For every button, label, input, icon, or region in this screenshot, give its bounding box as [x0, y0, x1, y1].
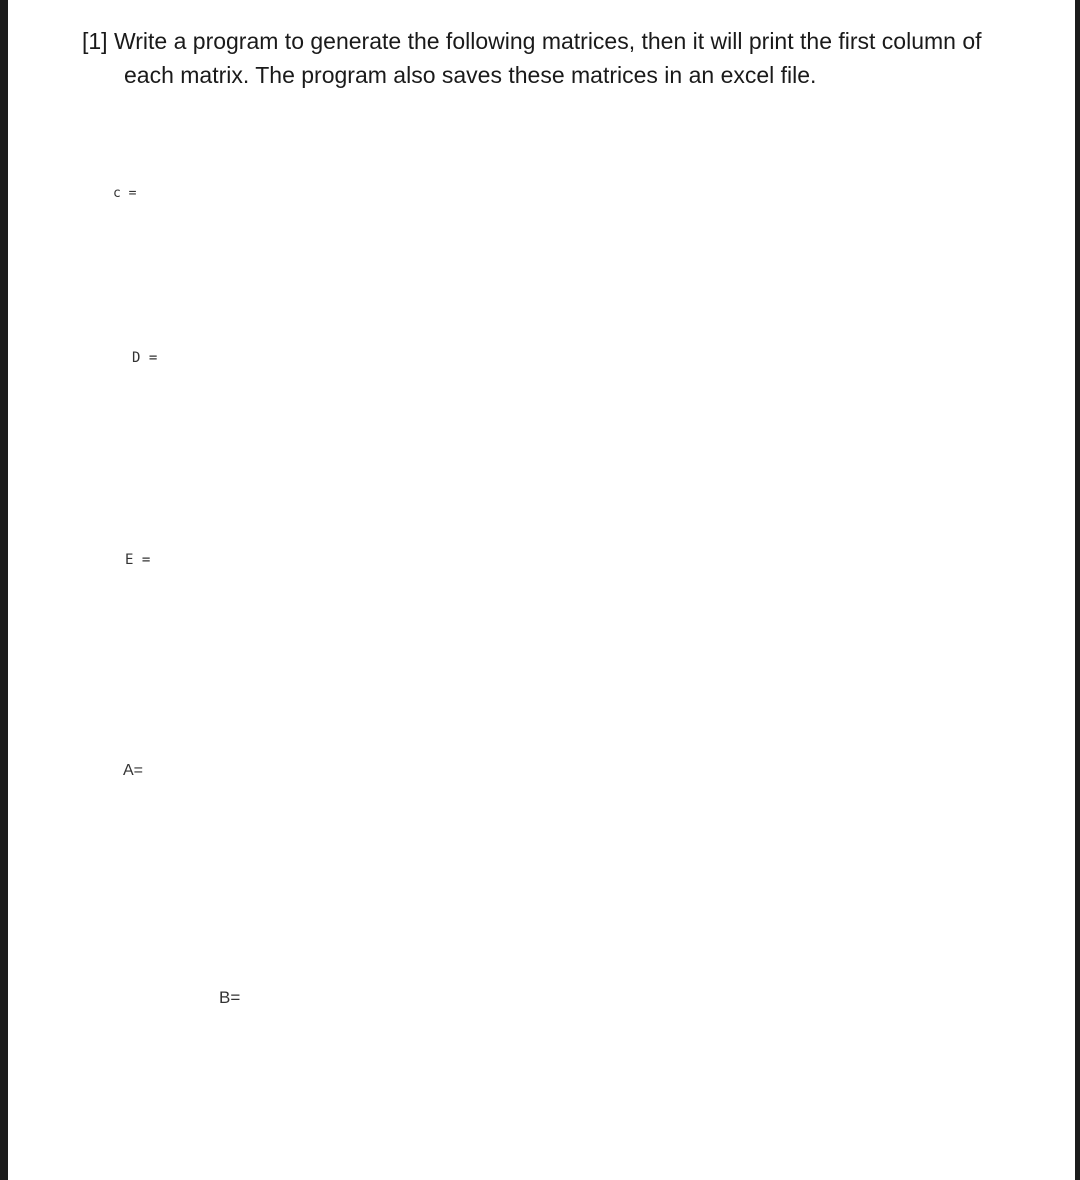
right-border [1075, 0, 1080, 1180]
problem-statement [82, 24, 1062, 92]
matrix-b-label: B= [219, 988, 241, 1007]
matrix-d-label: D = [132, 350, 158, 366]
left-border [0, 0, 8, 1180]
matrix-a-label: A= [123, 762, 144, 779]
matrix-c-label: c = [113, 186, 137, 201]
matrix-e-label: E = [125, 552, 151, 568]
problem-line-1: [1] Write a program to generate the following matrices, then it will print the first column of [82, 28, 982, 54]
problem-line-2: each matrix. The program also saves these matrices in an excel file. [124, 62, 817, 88]
